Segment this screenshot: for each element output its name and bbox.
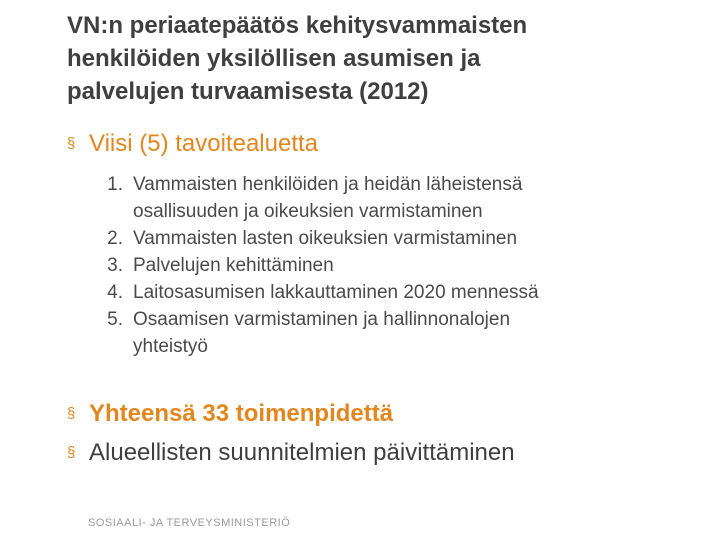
- list-number: 1.: [107, 174, 123, 195]
- list-number: 2.: [107, 228, 123, 249]
- list-item-text: [123, 171, 522, 225]
- list-number: 5.: [107, 309, 123, 330]
- list-item: [85, 252, 695, 279]
- slide-title: [67, 9, 687, 108]
- bullet-text: Viisi (5) tavoitealuetta: [89, 130, 319, 157]
- bullet-regional-plans: [67, 438, 515, 471]
- bullet-five-goals: [67, 129, 318, 162]
- list-item: [85, 279, 695, 306]
- bullet-text: Alueellisten suunnitelmien päivittäminen: [89, 439, 515, 466]
- list-item-text: Vammaisten lasten oikeuksien varmistaminen: [133, 228, 518, 249]
- title-line-3: palvelujen turvaamisesta (2012): [67, 78, 429, 105]
- list-item: [85, 306, 695, 360]
- ministry-logo: SOSIAALI- JA TERVEYSMINISTERIÖ: [88, 517, 291, 529]
- bullet-text: Yhteensä 33 toimenpidettä: [89, 400, 394, 427]
- title-line-2: henkilöiden yksilöllisen asumisen ja: [67, 45, 481, 72]
- list-item: [85, 171, 695, 225]
- bullet-marker-icon: §: [67, 135, 76, 152]
- list-item-text: [123, 306, 510, 360]
- list-number: 3.: [107, 255, 123, 276]
- bullet-marker-icon: §: [67, 444, 76, 461]
- list-item-line: yhteistyö: [133, 336, 208, 357]
- list-item-line: Osaamisen varmistaminen ja hallinnonalojen: [133, 309, 511, 330]
- list-item-line: osallisuuden ja oikeuksien varmistaminen: [133, 201, 483, 222]
- bullet-marker-icon: §: [67, 405, 76, 422]
- title-line-1: VN:n periaatepäätös kehitysvammaisten: [67, 12, 528, 39]
- list-item-text: Laitosasumisen lakkauttaminen 2020 mennessä: [133, 282, 539, 303]
- list-item: [85, 225, 695, 252]
- list-number: 4.: [107, 282, 123, 303]
- list-item-line: Vammaisten henkilöiden ja heidän läheistensä: [133, 174, 523, 195]
- list-item-text: Palvelujen kehittäminen: [133, 255, 334, 276]
- goal-list: [85, 171, 695, 360]
- bullet-measures-count: [67, 399, 393, 432]
